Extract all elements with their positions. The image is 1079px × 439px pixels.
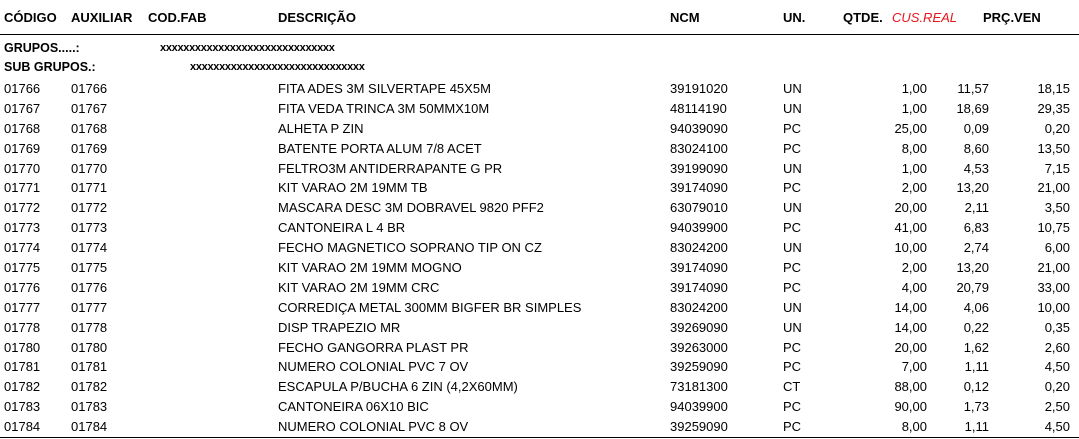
row-descricao: ALHETA P ZIN <box>278 120 364 136</box>
row-descricao: KIT VARAO 2M 19MM CRC <box>278 279 440 295</box>
row-qtde: 4,00 <box>901 279 927 295</box>
row-auxiliar: 01771 <box>71 180 108 196</box>
table-row <box>0 376 1079 396</box>
row-ncm: 94039090 <box>670 120 728 136</box>
row-codigo: 01777 <box>4 299 41 315</box>
row-descricao: NUMERO COLONIAL PVC 7 OV <box>278 359 469 375</box>
row-auxiliar: 01777 <box>71 299 108 315</box>
row-auxiliar: 01772 <box>71 200 108 216</box>
table-row <box>0 217 1079 237</box>
row-ncm: 39269090 <box>670 319 728 335</box>
row-auxiliar: 01778 <box>71 319 108 335</box>
row-qtde: 7,00 <box>901 359 927 375</box>
row-qtde: 1,00 <box>901 160 927 176</box>
row-prc-ven: 21,00 <box>1037 180 1070 196</box>
row-qtde: 20,00 <box>894 200 927 216</box>
row-cus-real: 1,11 <box>964 419 989 435</box>
row-qtde: 2,00 <box>901 180 927 196</box>
row-codigo: 01773 <box>4 220 41 236</box>
row-auxiliar: 01767 <box>71 100 108 116</box>
row-cus-real: 1,11 <box>964 359 989 375</box>
header-qtde: QTDE. <box>843 10 883 25</box>
table-row <box>0 177 1079 197</box>
row-descricao: CANTONEIRA 06X10 BIC <box>278 399 429 415</box>
row-cus-real: 20,79 <box>956 279 989 295</box>
row-auxiliar: 01782 <box>71 379 108 395</box>
table-row <box>0 277 1079 297</box>
row-unit: CT <box>783 379 801 395</box>
row-descricao: FELTRO3M ANTIDERRAPANTE G PR <box>278 160 503 176</box>
row-cus-real: 13,20 <box>956 180 989 196</box>
row-unit: PC <box>783 419 802 435</box>
row-codigo: 01772 <box>4 200 41 216</box>
row-prc-ven: 18,15 <box>1037 81 1070 96</box>
row-codigo: 01767 <box>4 100 41 116</box>
row-qtde: 20,00 <box>894 339 927 355</box>
row-ncm: 39174090 <box>670 180 728 196</box>
row-codigo: 01780 <box>4 339 41 355</box>
row-ncm: 83024100 <box>670 140 728 156</box>
row-ncm: 39199090 <box>670 160 728 176</box>
row-auxiliar: 01773 <box>71 220 108 236</box>
header-ncm: NCM <box>670 10 700 25</box>
groups-line <box>0 38 1079 56</box>
row-cus-real: 13,20 <box>956 260 989 276</box>
row-unit: PC <box>783 180 802 196</box>
row-cus-real: 11,57 <box>957 81 989 96</box>
row-ncm: 83024200 <box>670 240 728 256</box>
product-table <box>0 78 1079 436</box>
row-qtde: 25,00 <box>894 120 927 136</box>
row-codigo: 01771 <box>4 180 41 196</box>
subgroups-line <box>0 57 1079 75</box>
row-auxiliar: 01780 <box>71 339 108 355</box>
row-codigo: 01766 <box>4 81 41 96</box>
row-descricao: DISP TRAPEZIO MR <box>278 319 401 335</box>
row-cus-real: 6,83 <box>963 220 989 236</box>
row-codigo: 01778 <box>4 319 41 335</box>
row-qtde: 90,00 <box>894 399 927 415</box>
row-descricao: CANTONEIRA L 4 BR <box>278 220 406 236</box>
row-prc-ven: 4,50 <box>1044 359 1070 375</box>
row-prc-ven: 10,75 <box>1037 220 1070 236</box>
row-descricao: FECHO GANGORRA PLAST PR <box>278 339 469 355</box>
row-unit: PC <box>783 359 802 375</box>
row-descricao: KIT VARAO 2M 19MM TB <box>278 180 428 196</box>
row-qtde: 88,00 <box>894 379 927 395</box>
row-auxiliar: 01768 <box>71 120 108 136</box>
row-prc-ven: 10,00 <box>1037 299 1070 315</box>
table-row <box>0 138 1079 158</box>
row-prc-ven: 3,50 <box>1044 200 1070 216</box>
row-qtde: 14,00 <box>894 319 927 335</box>
table-row <box>0 197 1079 217</box>
row-ncm: 39174090 <box>670 279 728 295</box>
row-unit: UN <box>783 160 802 176</box>
row-qtde: 8,00 <box>901 419 927 435</box>
row-qtde: 1,00 <box>901 100 927 116</box>
header-un: UN. <box>783 10 806 25</box>
row-prc-ven: 0,35 <box>1044 319 1070 335</box>
groups-label: GRUPOS.....: <box>4 41 80 55</box>
row-codigo: 01770 <box>4 160 41 176</box>
row-unit: PC <box>783 140 802 156</box>
row-ncm: 94039900 <box>670 220 728 236</box>
row-ncm: 39259090 <box>670 419 728 435</box>
row-prc-ven: 33,00 <box>1037 279 1070 295</box>
row-auxiliar: 01776 <box>71 279 108 295</box>
row-descricao: BATENTE PORTA ALUM 7/8 ACET <box>278 140 482 156</box>
row-ncm: 39263000 <box>670 339 728 355</box>
table-row <box>0 158 1079 178</box>
row-unit: UN <box>783 319 802 335</box>
bottom-divider <box>0 437 1079 438</box>
row-unit: UN <box>783 100 802 116</box>
table-row <box>0 356 1079 376</box>
row-prc-ven: 2,60 <box>1044 339 1070 355</box>
header-auxiliar: AUXILIAR <box>71 10 133 25</box>
row-descricao: FITA ADES 3M SILVERTAPE 45X5M <box>278 81 491 96</box>
row-unit: UN <box>783 81 802 96</box>
row-qtde: 1,00 <box>901 81 927 96</box>
row-ncm: 39174090 <box>670 260 728 276</box>
row-cus-real: 0,12 <box>963 379 989 395</box>
row-cus-real: 0,09 <box>963 120 989 136</box>
row-unit: PC <box>783 399 802 415</box>
row-qtde: 2,00 <box>901 260 927 276</box>
row-auxiliar: 01774 <box>71 240 108 256</box>
row-descricao: NUMERO COLONIAL PVC 8 OV <box>278 419 469 435</box>
row-descricao: MASCARA DESC 3M DOBRAVEL 9820 PFF2 <box>278 200 544 216</box>
table-row <box>0 237 1079 257</box>
row-qtde: 14,00 <box>894 299 927 315</box>
subgroups-label: SUB GRUPOS.: <box>4 60 96 74</box>
row-auxiliar: 01784 <box>71 419 108 435</box>
row-codigo: 01776 <box>4 279 41 295</box>
row-unit: PC <box>783 260 802 276</box>
row-auxiliar: 01781 <box>71 359 108 375</box>
row-cus-real: 8,60 <box>963 140 989 156</box>
row-cus-real: 4,53 <box>963 160 989 176</box>
row-unit: PC <box>783 279 802 295</box>
header-descricao: DESCRIÇÃO <box>278 10 357 25</box>
row-prc-ven: 21,00 <box>1037 260 1070 276</box>
row-prc-ven: 0,20 <box>1044 379 1070 395</box>
table-row <box>0 118 1079 138</box>
row-descricao: KIT VARAO 2M 19MM MOGNO <box>278 260 462 276</box>
header-codfab: COD.FAB <box>148 10 207 25</box>
row-unit: UN <box>783 200 802 216</box>
row-prc-ven: 0,20 <box>1044 120 1070 136</box>
row-ncm: 39259090 <box>670 359 728 375</box>
row-descricao: FECHO MAGNETICO SOPRANO TIP ON CZ <box>278 240 542 256</box>
row-cus-real: 2,74 <box>963 240 989 256</box>
row-codigo: 01768 <box>4 120 41 136</box>
column-header-row <box>0 0 1079 35</box>
row-prc-ven: 29,35 <box>1037 100 1070 116</box>
row-codigo: 01775 <box>4 260 41 276</box>
subgroups-value: xxxxxxxxxxxxxxxxxxxxxxxxxxxxxx <box>190 61 365 73</box>
row-codigo: 01774 <box>4 240 41 256</box>
row-ncm: 73181300 <box>670 379 728 395</box>
row-ncm: 39191020 <box>670 81 728 96</box>
row-codigo: 01784 <box>4 419 41 435</box>
groups-value: xxxxxxxxxxxxxxxxxxxxxxxxxxxxxx <box>160 42 335 54</box>
row-cus-real: 1,73 <box>963 399 989 415</box>
row-prc-ven: 7,15 <box>1044 160 1070 176</box>
row-codigo: 01783 <box>4 399 41 415</box>
row-cus-real: 1,62 <box>963 339 989 355</box>
row-prc-ven: 2,50 <box>1044 399 1070 415</box>
table-row <box>0 297 1079 317</box>
row-qtde: 8,00 <box>901 140 927 156</box>
row-prc-ven: 6,00 <box>1044 240 1070 256</box>
row-auxiliar: 01770 <box>71 160 108 176</box>
row-ncm: 48114190 <box>670 100 727 116</box>
table-row <box>0 337 1079 357</box>
header-codigo: CÓDIGO <box>4 10 57 25</box>
table-row <box>0 78 1079 98</box>
row-unit: PC <box>783 120 802 136</box>
row-codigo: 01782 <box>4 379 41 395</box>
row-descricao: CORREDIÇA METAL 300MM BIGFER BR SIMPLES <box>278 299 582 315</box>
row-unit: UN <box>783 299 802 315</box>
row-ncm: 94039900 <box>670 399 728 415</box>
table-row <box>0 416 1079 436</box>
row-cus-real: 4,06 <box>963 299 989 315</box>
row-auxiliar: 01783 <box>71 399 108 415</box>
table-row <box>0 396 1079 416</box>
row-unit: PC <box>783 339 802 355</box>
header-prc-ven: PRÇ.VEN <box>983 10 1041 25</box>
row-codigo: 01781 <box>4 359 41 375</box>
row-descricao: FITA VEDA TRINCA 3M 50MMX10M <box>278 100 490 116</box>
table-row <box>0 257 1079 277</box>
row-auxiliar: 01769 <box>71 140 108 156</box>
row-unit: PC <box>783 220 802 236</box>
row-cus-real: 0,22 <box>963 319 989 335</box>
row-ncm: 83024200 <box>670 299 728 315</box>
row-cus-real: 2,11 <box>964 200 989 216</box>
row-qtde: 41,00 <box>894 220 927 236</box>
row-unit: UN <box>783 240 802 256</box>
table-row <box>0 317 1079 337</box>
row-ncm: 63079010 <box>670 200 728 216</box>
row-qtde: 10,00 <box>894 240 927 256</box>
row-auxiliar: 01775 <box>71 260 108 276</box>
row-codigo: 01769 <box>4 140 41 156</box>
row-prc-ven: 13,50 <box>1037 140 1070 156</box>
table-row <box>0 98 1079 118</box>
row-auxiliar: 01766 <box>71 81 108 96</box>
header-cus-real: CUS.REAL <box>892 10 958 25</box>
row-descricao: ESCAPULA P/BUCHA 6 ZIN (4,2X60MM) <box>278 379 518 395</box>
row-cus-real: 18,69 <box>956 100 989 116</box>
row-prc-ven: 4,50 <box>1044 419 1070 435</box>
